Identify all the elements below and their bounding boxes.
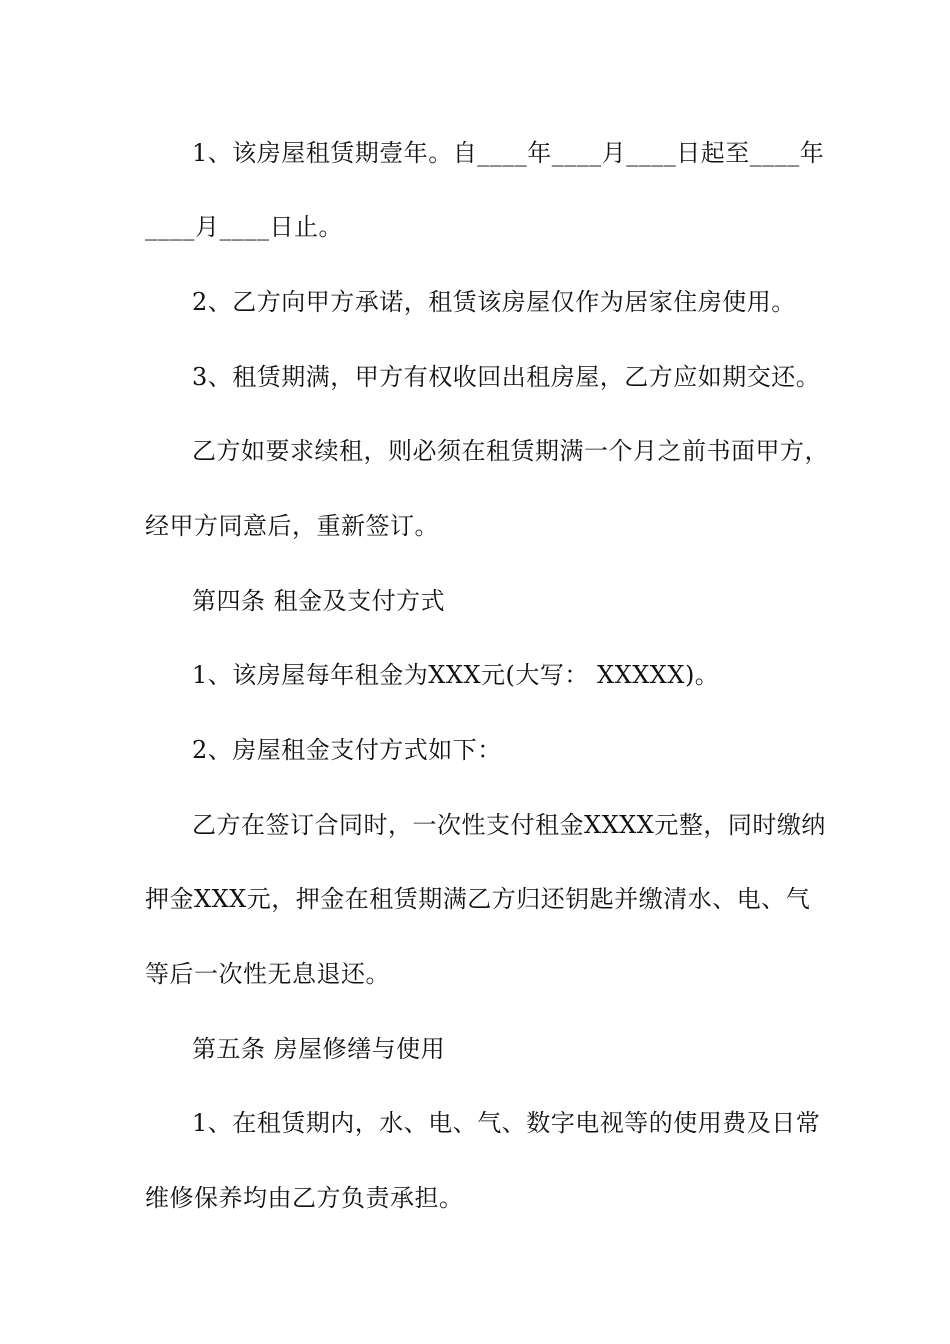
clause-utilities-line-2: 维修保养均由乙方负责承担。 — [145, 1184, 464, 1212]
clause-payment-method: 2、房屋租金支付方式如下： — [192, 736, 502, 764]
clause-renewal-line-2: 经甲方同意后，重新签订。 — [145, 512, 439, 540]
clause-payment-line-2: 押金XXX元，押金在租赁期满乙方归还钥匙并缴清水、电、气 — [145, 885, 811, 913]
clause-lease-expiry: 3、租赁期满，甲方有权收回出租房屋，乙方应如期交还。 — [192, 363, 821, 391]
clause-renewal-line-1: 乙方如要求续租，则必须在租赁期满一个月之前书面甲方， — [192, 437, 829, 465]
clause-lease-term-line-1: 1、该房屋租赁期壹年。自____年____月____日起至____年 — [192, 139, 825, 167]
article-five-heading: 第五条 房屋修缮与使用 — [192, 1035, 446, 1063]
clause-residential-use: 2、乙方向甲方承诺，租赁该房屋仅作为居家住房使用。 — [192, 288, 796, 316]
clause-lease-term-line-2: ____月____日止。 — [145, 213, 343, 241]
article-four-heading: 第四条 租金及支付方式 — [192, 587, 446, 615]
clause-payment-line-1: 乙方在签订合同时，一次性支付租金XXXX元整，同时缴纳 — [192, 811, 826, 839]
clause-annual-rent: 1、该房屋每年租金为XXX元(大写： XXXXX)。 — [192, 661, 720, 689]
clause-utilities-line-1: 1、在租赁期内，水、电、气、数字电视等的使用费及日常 — [192, 1109, 821, 1137]
clause-payment-line-3: 等后一次性无息退还。 — [145, 960, 390, 988]
